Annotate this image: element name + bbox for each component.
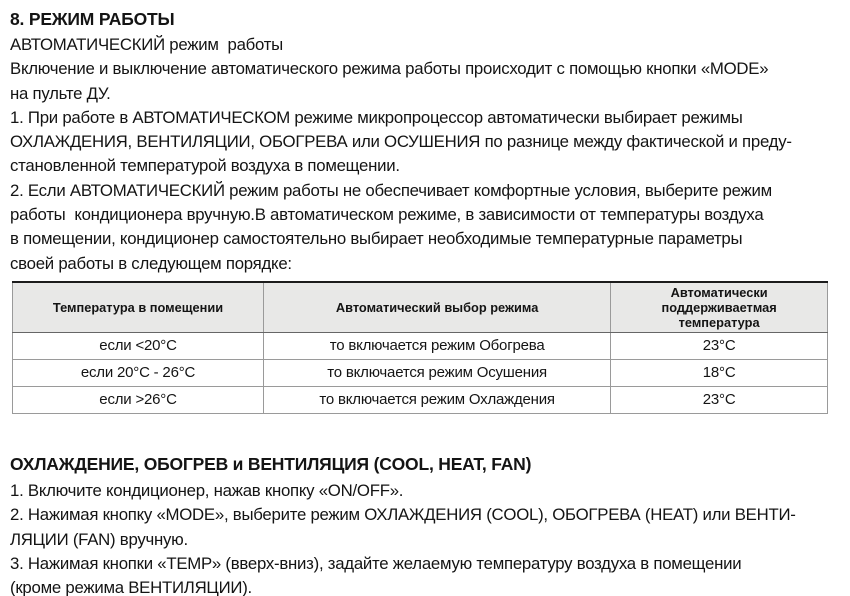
paragraph-line: ОХЛАЖДЕНИЯ, ВЕНТИЛЯЦИИ, ОБОГРЕВА или ОСУШЕНИЯ по разнице между фактической и преду- [10, 132, 792, 152]
table-row [13, 386, 828, 413]
cell-condition: если 20°C - 26°C [13, 359, 264, 386]
cell-temperature: 18°C [611, 359, 828, 386]
header-room-temperature: Температура в помещении [13, 282, 264, 333]
auto-mode-table-header [13, 282, 828, 333]
paragraph-line: 1. При работе в АВТОМАТИЧЕСКОМ режиме микропроцессор автоматически выбирает режимы [10, 107, 743, 127]
paragraph-line: ЛЯЦИИ (FAN) вручную. [10, 529, 188, 549]
header-maintained-temperature: Автоматически поддерживаетмая температура [611, 282, 828, 333]
cell-temperature: 23°C [611, 332, 828, 359]
auto-mode-table [12, 281, 828, 414]
cell-mode: то включается режим Обогрева [264, 332, 611, 359]
paragraph-line: в помещении, кондиционер самостоятельно выбирает необходимые температурные параметры [10, 229, 743, 249]
paragraph-line: работы кондиционера вручную.В автоматическом режиме, в зависимости от температуры воздуха [10, 205, 764, 225]
paragraph-line: АВТОМАТИЧЕСКИЙ режим работы [10, 35, 283, 54]
section-auto-mode [10, 6, 836, 276]
paragraph-line: на пульте ДУ. [10, 83, 111, 103]
paragraph-line: становленной температурой воздуха в помещении. [10, 156, 400, 176]
cell-condition: если <20°C [13, 332, 264, 359]
paragraph-line: 1. Включите кондиционер, нажав кнопку «ON/OFF». [10, 480, 404, 500]
cell-temperature: 23°C [611, 386, 828, 413]
paragraph-line: 2. Нажимая кнопку «MODE», выберите режим ОХЛАЖДЕНИЯ (COOL), ОБОГРЕВА (HEAT) или ВЕНТИ- [10, 505, 796, 525]
table-row [13, 332, 828, 359]
cell-mode: то включается режим Осушения [264, 359, 611, 386]
auto-mode-table-body [13, 332, 828, 413]
cell-mode: то включается режим Охлаждения [264, 386, 611, 413]
paragraph-line: Включение и выключение автоматического режима работы происходит с помощью кнопки «MODE» [10, 59, 769, 79]
paragraph-line: (кроме режима ВЕНТИЛЯЦИИ). [10, 578, 252, 596]
section-title-rezhim-raboty: 8. РЕЖИМ РАБОТЫ [10, 9, 175, 29]
header-auto-mode-choice: Автоматический выбор режима [264, 282, 611, 333]
paragraph-line: своей работы в следующем порядке: [10, 253, 292, 273]
paragraph-line: 3. Нажимая кнопки «TEMP» (вверх-вниз), задайте желаемую температуру воздуха в помещении [10, 553, 742, 573]
paragraph-line: 2. Если АВТОМАТИЧЕСКИЙ режим работы не обеспечивает комфортные условия, выберите режим [10, 180, 772, 200]
table-header-row [13, 282, 828, 333]
section-title-cool-heat-fan: ОХЛАЖДЕНИЕ, ОБОГРЕВ и ВЕНТИЛЯЦИЯ (COOL, HEAT, FAN) [10, 453, 532, 474]
cell-condition: если >26°C [13, 386, 264, 413]
table-row [13, 359, 828, 386]
section-cool-heat-fan [10, 451, 836, 596]
